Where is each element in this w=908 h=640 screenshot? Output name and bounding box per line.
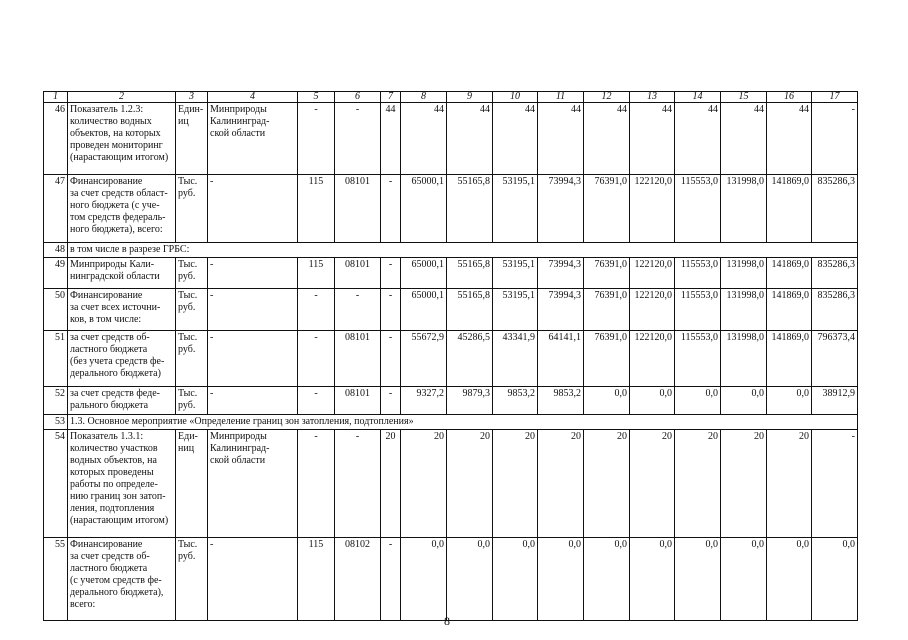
value-cell: - <box>381 331 401 387</box>
table-row <box>44 103 858 175</box>
value-cell: 38912,9 <box>812 387 858 415</box>
value-cell: 20 <box>630 430 675 538</box>
value-cell: 20 <box>675 430 721 538</box>
value-cell: 53195,1 <box>493 258 538 289</box>
responsible-cell: - <box>208 258 298 289</box>
header-cell-5: 5 <box>298 92 335 103</box>
value-cell: 141869,0 <box>767 258 812 289</box>
value-cell: 53195,1 <box>493 289 538 331</box>
value-cell: 44 <box>675 103 721 175</box>
indicator-name-cell: за счет средств феде- рального бюджета <box>68 387 176 415</box>
value-cell: 835286,3 <box>812 175 858 243</box>
value-cell: - <box>381 258 401 289</box>
indicator-name-cell: за счет средств об- ластного бюджета (без учета средств фе- дерального бюджета) <box>68 331 176 387</box>
indicator-name-cell: Финансирование за счет средств об- ластного бюджета (с учетом средств фе- дерального бюджета), всего: <box>68 538 176 621</box>
indicator-name-cell: Показатель 1.3.1: количество участков водных объектов, на которых проведены работы по определе- нию границ зон затоп- ления, подтопления (нарастающим итогом) <box>68 430 176 538</box>
unit-cell: Еди- ниц <box>176 430 208 538</box>
value-cell: 115553,0 <box>675 289 721 331</box>
value-cell: 0,0 <box>630 387 675 415</box>
value-cell: - <box>381 387 401 415</box>
value-cell: 9853,2 <box>493 387 538 415</box>
responsible-cell: Минприроды Калининград- ской области <box>208 103 298 175</box>
header-cell-4: 4 <box>208 92 298 103</box>
value-cell: 122120,0 <box>630 258 675 289</box>
program-table <box>43 91 858 621</box>
header-cell-1: 1 <box>44 92 68 103</box>
row-number: 47 <box>44 175 68 243</box>
header-cell-6: 6 <box>335 92 381 103</box>
grbs-code-cell: 115 <box>298 258 335 289</box>
responsible-cell: - <box>208 289 298 331</box>
value-cell: 44 <box>447 103 493 175</box>
value-cell: 44 <box>493 103 538 175</box>
value-cell: 0,0 <box>493 538 538 621</box>
value-cell: 141869,0 <box>767 289 812 331</box>
table-row <box>44 538 858 621</box>
table-row <box>44 243 858 258</box>
value-cell: 44 <box>401 103 447 175</box>
responsible-cell: - <box>208 387 298 415</box>
value-cell: 0,0 <box>584 538 630 621</box>
value-cell: 43341,9 <box>493 331 538 387</box>
value-cell: 20 <box>447 430 493 538</box>
value-cell: 0,0 <box>812 538 858 621</box>
row-number: 54 <box>44 430 68 538</box>
header-cell-16: 16 <box>767 92 812 103</box>
value-cell: 131998,0 <box>721 258 767 289</box>
value-cell: 44 <box>630 103 675 175</box>
value-cell: - <box>381 538 401 621</box>
value-cell: 55165,8 <box>447 289 493 331</box>
header-cell-13: 13 <box>630 92 675 103</box>
value-cell: 53195,1 <box>493 175 538 243</box>
value-cell: 65000,1 <box>401 289 447 331</box>
target-article-cell: 08101 <box>335 258 381 289</box>
header-cell-7: 7 <box>381 92 401 103</box>
unit-cell: Тыс. руб. <box>176 387 208 415</box>
target-article-cell: - <box>335 289 381 331</box>
value-cell: 0,0 <box>447 538 493 621</box>
unit-cell: Тыс. руб. <box>176 258 208 289</box>
value-cell: 64141,1 <box>538 331 584 387</box>
header-cell-3: 3 <box>176 92 208 103</box>
target-article-cell: - <box>335 103 381 175</box>
value-cell: 122120,0 <box>630 289 675 331</box>
unit-cell: Тыс. руб. <box>176 175 208 243</box>
grbs-code-cell: 115 <box>298 538 335 621</box>
value-cell: 115553,0 <box>675 258 721 289</box>
value-cell: 65000,1 <box>401 175 447 243</box>
value-cell: 44 <box>584 103 630 175</box>
grbs-code-cell: - <box>298 103 335 175</box>
target-article-cell: - <box>335 430 381 538</box>
target-article-cell: 08101 <box>335 331 381 387</box>
table-row <box>44 258 858 289</box>
responsible-cell: - <box>208 175 298 243</box>
table-row <box>44 387 858 415</box>
header-cell-2: 2 <box>68 92 176 103</box>
value-cell: 44 <box>538 103 584 175</box>
value-cell: 20 <box>584 430 630 538</box>
value-cell: 9327,2 <box>401 387 447 415</box>
value-cell: - <box>381 289 401 331</box>
value-cell: 0,0 <box>401 538 447 621</box>
value-cell: 0,0 <box>584 387 630 415</box>
value-cell: 835286,3 <box>812 289 858 331</box>
row-number: 50 <box>44 289 68 331</box>
value-cell: 0,0 <box>721 538 767 621</box>
value-cell: 131998,0 <box>721 331 767 387</box>
value-cell: 44 <box>381 103 401 175</box>
header-cell-8: 8 <box>401 92 447 103</box>
header-row <box>44 92 858 103</box>
value-cell: 20 <box>767 430 812 538</box>
value-cell: 0,0 <box>630 538 675 621</box>
table-row <box>44 175 858 243</box>
table-row <box>44 430 858 538</box>
value-cell: 115553,0 <box>675 175 721 243</box>
value-cell: 131998,0 <box>721 175 767 243</box>
value-cell: 55672,9 <box>401 331 447 387</box>
value-cell: 76391,0 <box>584 289 630 331</box>
grbs-code-cell: - <box>298 430 335 538</box>
value-cell: 76391,0 <box>584 175 630 243</box>
value-cell: 141869,0 <box>767 175 812 243</box>
target-article-cell: 08101 <box>335 387 381 415</box>
value-cell: 20 <box>721 430 767 538</box>
value-cell: 796373,4 <box>812 331 858 387</box>
target-article-cell: 08101 <box>335 175 381 243</box>
value-cell: 20 <box>538 430 584 538</box>
header-cell-15: 15 <box>721 92 767 103</box>
header-cell-10: 10 <box>493 92 538 103</box>
value-cell: 131998,0 <box>721 289 767 331</box>
responsible-cell: - <box>208 331 298 387</box>
unit-cell: Тыс. руб. <box>176 538 208 621</box>
value-cell: - <box>812 430 858 538</box>
row-number: 52 <box>44 387 68 415</box>
value-cell: - <box>381 175 401 243</box>
value-cell: 115553,0 <box>675 331 721 387</box>
value-cell: 141869,0 <box>767 331 812 387</box>
row-number: 51 <box>44 331 68 387</box>
value-cell: 0,0 <box>767 538 812 621</box>
unit-cell: Един- иц <box>176 103 208 175</box>
indicator-name-cell: Минприроды Кали- нинградской области <box>68 258 176 289</box>
value-cell: 835286,3 <box>812 258 858 289</box>
grbs-code-cell: - <box>298 289 335 331</box>
value-cell: 9879,3 <box>447 387 493 415</box>
value-cell: 73994,3 <box>538 289 584 331</box>
header-cell-11: 11 <box>538 92 584 103</box>
header-cell-17: 17 <box>812 92 858 103</box>
row-number: 53 <box>44 415 68 430</box>
value-cell: 122120,0 <box>630 175 675 243</box>
table-row <box>44 289 858 331</box>
table-row <box>44 331 858 387</box>
header-cell-12: 12 <box>584 92 630 103</box>
responsible-cell: - <box>208 538 298 621</box>
value-cell: 73994,3 <box>538 258 584 289</box>
value-cell: 76391,0 <box>584 258 630 289</box>
row-number: 49 <box>44 258 68 289</box>
row-number: 46 <box>44 103 68 175</box>
table-row <box>44 415 858 430</box>
indicator-name-cell: Финансирование за счет средств област- ного бюджета (с уче- том средств федераль- ного бюджета), всего: <box>68 175 176 243</box>
value-cell: 0,0 <box>675 538 721 621</box>
value-cell: 0,0 <box>538 538 584 621</box>
value-cell: 73994,3 <box>538 175 584 243</box>
value-cell: 76391,0 <box>584 331 630 387</box>
value-cell: 65000,1 <box>401 258 447 289</box>
responsible-cell: Минприроды Калининград- ской области <box>208 430 298 538</box>
unit-cell: Тыс. руб. <box>176 289 208 331</box>
row-number: 55 <box>44 538 68 621</box>
grbs-code-cell: 115 <box>298 175 335 243</box>
value-cell: 20 <box>493 430 538 538</box>
value-cell: 122120,0 <box>630 331 675 387</box>
value-cell: 20 <box>401 430 447 538</box>
section-heading-cell: 1.3. Основное мероприятие «Определение границ зон затопления, подтопления» <box>68 415 858 430</box>
value-cell: 55165,8 <box>447 175 493 243</box>
row-number: 48 <box>44 243 68 258</box>
value-cell: 0,0 <box>675 387 721 415</box>
value-cell: 44 <box>721 103 767 175</box>
target-article-cell: 08102 <box>335 538 381 621</box>
value-cell: 0,0 <box>721 387 767 415</box>
grbs-code-cell: - <box>298 331 335 387</box>
header-cell-14: 14 <box>675 92 721 103</box>
value-cell: - <box>812 103 858 175</box>
indicator-name-cell: Показатель 1.2.3: количество водных объектов, на которых проведен мониторинг (нарастающим итогом) <box>68 103 176 175</box>
page-number: 8 <box>444 614 450 628</box>
section-heading-cell: в том числе в разрезе ГРБС: <box>68 243 858 258</box>
value-cell: 0,0 <box>767 387 812 415</box>
value-cell: 55165,8 <box>447 258 493 289</box>
value-cell: 20 <box>381 430 401 538</box>
unit-cell: Тыс. руб. <box>176 331 208 387</box>
value-cell: 44 <box>767 103 812 175</box>
value-cell: 45286,5 <box>447 331 493 387</box>
value-cell: 9853,2 <box>538 387 584 415</box>
grbs-code-cell: - <box>298 387 335 415</box>
header-cell-9: 9 <box>447 92 493 103</box>
indicator-name-cell: Финансирование за счет всех источни- ков, в том числе: <box>68 289 176 331</box>
